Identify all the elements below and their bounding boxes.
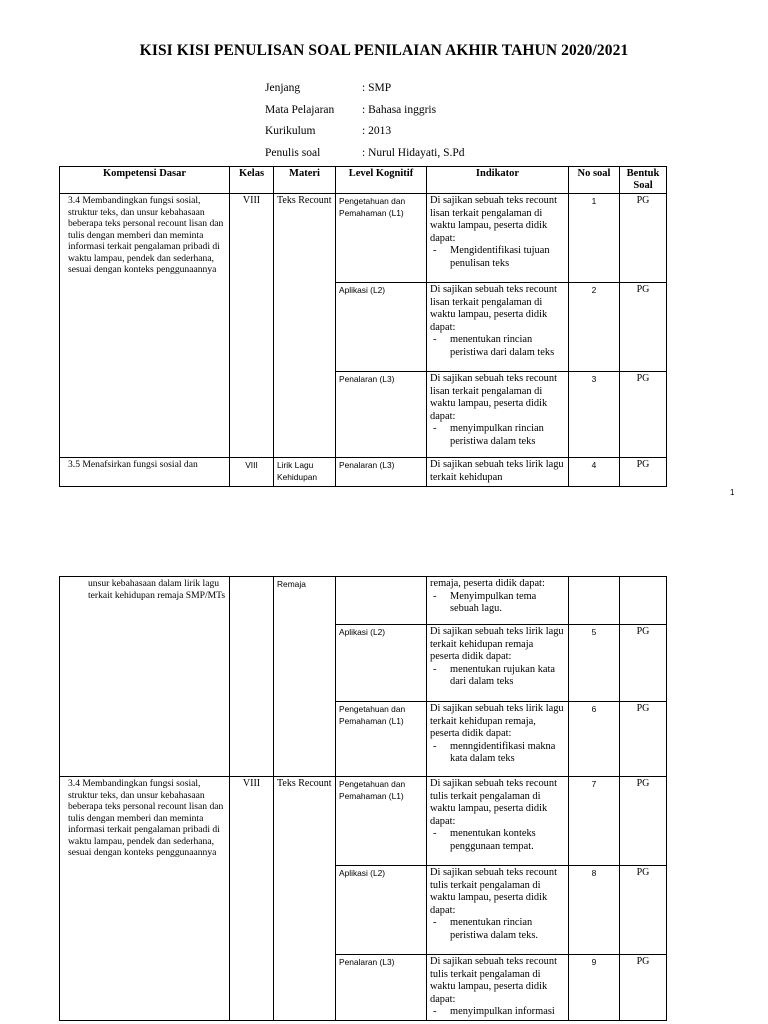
indikator-text: Di sajikan sebuah teks recount tulis terkait pengalaman di waktu lampau, peserta didik dapat: (430, 867, 557, 916)
no-soal-cell: 8 (569, 866, 620, 955)
no-soal-cell: 2 (569, 283, 620, 372)
meta-key: Penulis soal (265, 147, 321, 159)
meta-value: : SMP (362, 82, 392, 94)
indikator-cell (427, 866, 569, 955)
bentuk-soal-cell: PG (620, 777, 667, 866)
level-cell: Pengetahuan dan Pemahaman (L1) (336, 702, 427, 777)
page-number: 1 (730, 488, 735, 497)
document-title: KISI KISI PENULISAN SOAL PENILAIAN AKHIR TAHUN 2020/2021 (139, 42, 629, 59)
indikator-bullet: - menentukan rincian peristiwa dari dalam teks (430, 334, 565, 359)
header-kelas: Kelas (230, 167, 274, 194)
header-indikator: Indikator (427, 167, 569, 194)
kompetensi-dasar-cell: 3.4 Membandingkan fungsi sosial, struktur teks, dan unsur kebahasaan beberapa teks personal recount lisan dan tulis dengan memberi dan meminta informasi terkait pengalaman pribadi di waktu lampau, pendek dan sederhana, sesuai dengan konteks penggunaannya (60, 777, 230, 1021)
kompetensi-dasar-cell: 3.5 Menafsirkan fungsi sosial dan (60, 458, 230, 487)
kompetensi-dasar-cell: 3.4 Membandingkan fungsi sosial, struktur teks, dan unsur kebahasaan beberapa teks personal recount lisan dan tulis dengan memberi dan meminta informasi terkait pengalaman pribadi di waktu lampau, pendek dan sederhana, sesuai dengan konteks penggunaannya (60, 194, 230, 458)
indikator-cell: Di sajikan sebuah teks lirik lagu terkait kehidupan (427, 458, 569, 487)
meta-key: Mata Pelajaran (265, 104, 335, 116)
header-level-kognitif: Level Kognitif (336, 167, 427, 194)
indikator-cell (427, 702, 569, 777)
indikator-cell (427, 283, 569, 372)
bentuk-soal-cell: PG (620, 372, 667, 458)
meta-value: : Bahasa inggris (362, 104, 437, 116)
no-soal-cell: 9 (569, 955, 620, 1021)
meta-value: : Nurul Hidayati, S.Pd (362, 147, 465, 159)
header-no-soal: No soal (569, 167, 620, 194)
kelas-cell: VIII (230, 194, 274, 458)
no-soal-cell: 7 (569, 777, 620, 866)
indikator-bullet: - menentukan konteks penggunaan tempat. (430, 828, 565, 853)
indikator-cell (427, 955, 569, 1021)
materi-cell: Teks Recount (274, 777, 336, 1021)
meta-key: Jenjang (265, 82, 301, 94)
no-soal-cell (569, 577, 620, 625)
table-header-row (60, 167, 667, 194)
indikator-cell (427, 372, 569, 458)
bentuk-soal-cell: PG (620, 702, 667, 777)
bentuk-soal-cell: PG (620, 955, 667, 1021)
level-cell (336, 577, 427, 625)
indikator-bullet: - menngidentifikasi makna kata dalam teks (430, 741, 565, 766)
level-cell: Pengetahuan dan Pemahaman (L1) (336, 194, 427, 283)
no-soal-cell: 1 (569, 194, 620, 283)
header-materi: Materi (274, 167, 336, 194)
table-row (60, 194, 667, 283)
meta-value: : 2013 (362, 125, 392, 137)
kelas-cell (230, 577, 274, 777)
header-bentuk-soal: Bentuk Soal (620, 167, 667, 194)
no-soal-cell: 5 (569, 625, 620, 702)
table-row (60, 458, 667, 487)
indikator-bullet: - menentukan rincian peristiwa dalam teks. (430, 917, 565, 942)
indikator-bullet: - menyimpulkan informasi (430, 1006, 565, 1019)
no-soal-cell: 6 (569, 702, 620, 777)
level-cell: Aplikasi (L2) (336, 625, 427, 702)
indikator-text: Di sajikan sebuah teks recount tulis terkait pengalaman di waktu lampau, peserta didik dapat: (430, 778, 557, 827)
materi-cell: Teks Recount (274, 194, 336, 458)
kisi-table-page-2 (59, 576, 667, 1021)
indikator-bullet: - menentukan rujukan kata dari dalam teks (430, 664, 565, 689)
meta-key: Kurikulum (265, 125, 316, 137)
kisi-table-page-1 (59, 166, 667, 487)
level-cell: Aplikasi (L2) (336, 283, 427, 372)
bentuk-soal-cell: PG (620, 866, 667, 955)
no-soal-cell: 4 (569, 458, 620, 487)
materi-cell: Lirik Lagu Kehidupan (274, 458, 336, 487)
level-cell: Penalaran (L3) (336, 955, 427, 1021)
level-cell: Aplikasi (L2) (336, 866, 427, 955)
level-cell: Pengetahuan dan Pemahaman (L1) (336, 777, 427, 866)
indikator-cell (427, 777, 569, 866)
bentuk-soal-cell: PG (620, 625, 667, 702)
indikator-bullet: - Menyimpulkan tema sebuah lagu. (430, 591, 565, 616)
indikator-text: Di sajikan sebuah teks recount tulis terkait pengalaman di waktu lampau, peserta didik dapat: (430, 956, 557, 1005)
indikator-text: Di sajikan sebuah teks lirik lagu terkait kehidupan remaja peserta didik dapat: (430, 626, 564, 663)
indikator-text: Di sajikan sebuah teks recount lisan terkait pengalaman di waktu lampau, peserta didik dapat: (430, 284, 557, 333)
indikator-cell (427, 577, 569, 625)
indikator-text: Di sajikan sebuah teks recount lisan terkait pengalaman di waktu lampau, peserta didik dapat: (430, 373, 557, 422)
level-cell: Penalaran (L3) (336, 372, 427, 458)
bentuk-soal-cell: PG (620, 283, 667, 372)
level-cell: Penalaran (L3) (336, 458, 427, 487)
indikator-text: Di sajikan sebuah teks lirik lagu terkait kehidupan remaja, peserta didik dapat: (430, 703, 564, 740)
header-kompetensi-dasar: Kompetensi Dasar (60, 167, 230, 194)
indikator-cell (427, 194, 569, 283)
no-soal-cell: 3 (569, 372, 620, 458)
kompetensi-dasar-cell: unsur kebahasaan dalam lirik lagu terkait kehidupan remaja SMP/MTs (60, 577, 230, 777)
table-row (60, 777, 667, 866)
bentuk-soal-cell: PG (620, 458, 667, 487)
bentuk-soal-cell (620, 577, 667, 625)
indikator-bullet: - menyimpulkan rincian peristiwa dalam teks (430, 423, 565, 448)
materi-cell: Remaja (274, 577, 336, 777)
indikator-text: Di sajikan sebuah teks recount lisan terkait pengalaman di waktu lampau, peserta didik dapat: (430, 195, 557, 244)
kelas-cell: VIII (230, 458, 274, 487)
kelas-cell: VIII (230, 777, 274, 1021)
bentuk-soal-cell: PG (620, 194, 667, 283)
indikator-text: remaja, peserta didik dapat: (430, 578, 545, 589)
indikator-bullet: - Mengidentifikasi tujuan penulisan teks (430, 245, 565, 270)
indikator-cell (427, 625, 569, 702)
table-row (60, 577, 667, 625)
